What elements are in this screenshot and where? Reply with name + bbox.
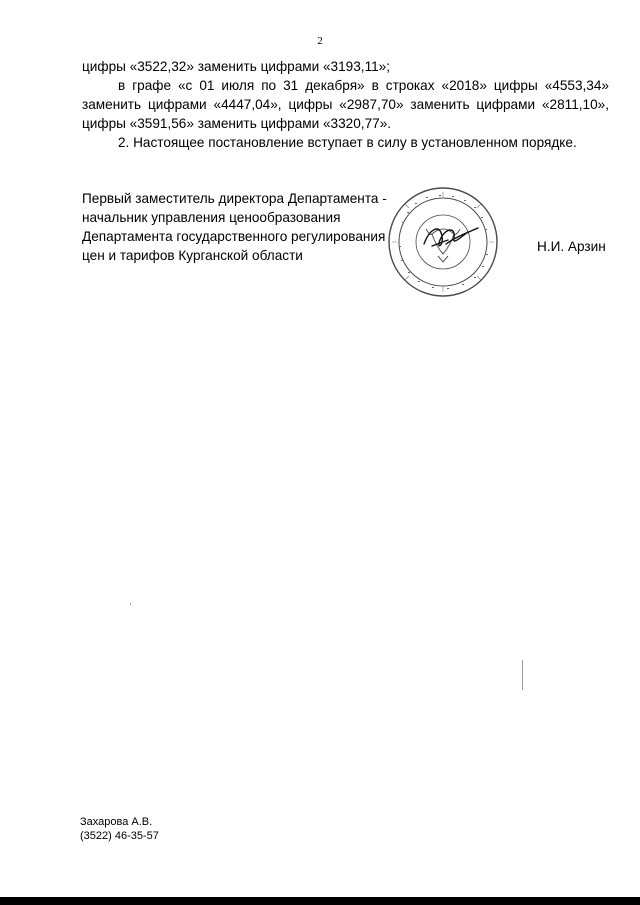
body-line-1: цифры «3522,32» заменить цифрами «3193,11»; [82,59,391,74]
signer-name: Н.И. Арзин [537,239,606,254]
signature-title-line-1: Первый заместитель директора Департамента - [82,191,387,206]
signature-title-line-2: начальник управления ценообразования [82,210,341,225]
footer-phone: (3522) 46-35-57 [80,830,159,842]
scan-speck [522,660,523,690]
body-line-3: заменить цифрами «4447,04», цифры «2987,70» заменить цифрами «2811,10», [82,97,609,112]
page-number: 2 [317,35,323,47]
scan-bottom-edge [0,897,640,905]
body-line-4: цифры «3591,56» заменить цифрами «3320,77». [82,116,392,131]
body-line-5: 2. Настоящее постановление вступает в силу в установленном порядке. [118,135,577,150]
signature-title-line-4: цен и тарифов Курганской области [82,248,303,263]
official-seal-stamp [382,184,504,300]
signature-title-line-3: Департамента государственного регулирования [82,229,386,244]
scan-speck [130,603,131,605]
footer-author: Захарова А.В. [80,816,153,828]
body-line-2: в графе «с 01 июля по 31 декабря» в строках «2018» цифры «4553,34» [118,78,609,93]
